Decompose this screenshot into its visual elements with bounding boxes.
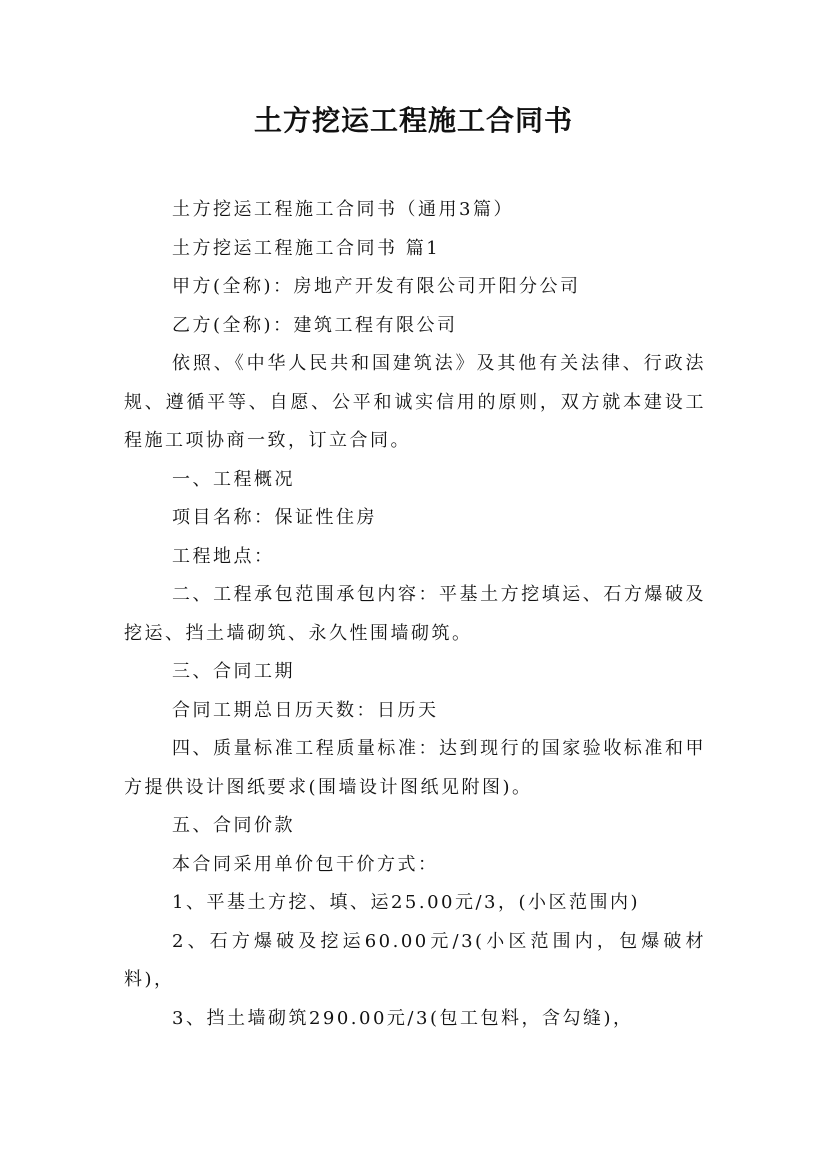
paragraph-quality: 四、质量标准工程质量标准：达到现行的国家验收标准和甲方提供设计图纸要求(围墙设计图纸见附图)。 xyxy=(124,738,706,798)
paragraph-project-name: 项目名称：保证性住房 xyxy=(172,507,377,528)
paragraph-duration-heading: 三、合同工期 xyxy=(172,661,295,682)
document-body xyxy=(124,191,706,1038)
paragraph-heading: 土方挖运工程施工合同书（通用3篇） xyxy=(172,199,514,220)
paragraph-duration: 合同工期总日历天数：日历天 xyxy=(172,699,439,721)
paragraph-price-heading: 五、合同价款 xyxy=(172,815,295,836)
paragraph-price-method: 本合同采用单价包干价方式： xyxy=(172,853,439,875)
paragraph-section-title: 土方挖运工程施工合同书 篇1 xyxy=(172,237,441,259)
paragraph-basis: 依照、《中华人民共和国建筑法》及其他有关法律、行政法规、遵循平等、自愿、公平和诚实信用的原则，双方就本建设工程施工项协商一致，订立合同。 xyxy=(124,353,706,451)
paragraph-scope: 二、工程承包范围承包内容：平基土方挖填运、石方爆破及挖运、挡土墙砌筑、永久性围墙砌筑。 xyxy=(124,584,706,644)
paragraph-project-location: 工程地点： xyxy=(172,545,275,567)
document-title: 土方挖运工程施工合同书 xyxy=(253,104,573,137)
paragraph-price-item-3: 3、挡土墙砌筑290.00元/3(包工包料，含勾缝)， xyxy=(172,1007,634,1029)
paragraph-price-item-2: 2、石方爆破及挖运60.00元/3(小区范围内，包爆破材料)， xyxy=(124,930,706,990)
paragraph-party-a: 甲方(全称)：房地产开发有限公司开阳分公司 xyxy=(172,276,581,297)
paragraph-price-item-1: 1、平基土方挖、填、运25.00元/3，(小区范围内) xyxy=(172,892,641,913)
paragraph-party-b: 乙方(全称)：建筑工程有限公司 xyxy=(172,314,458,336)
paragraph-overview-heading: 一、工程概况 xyxy=(172,468,295,490)
